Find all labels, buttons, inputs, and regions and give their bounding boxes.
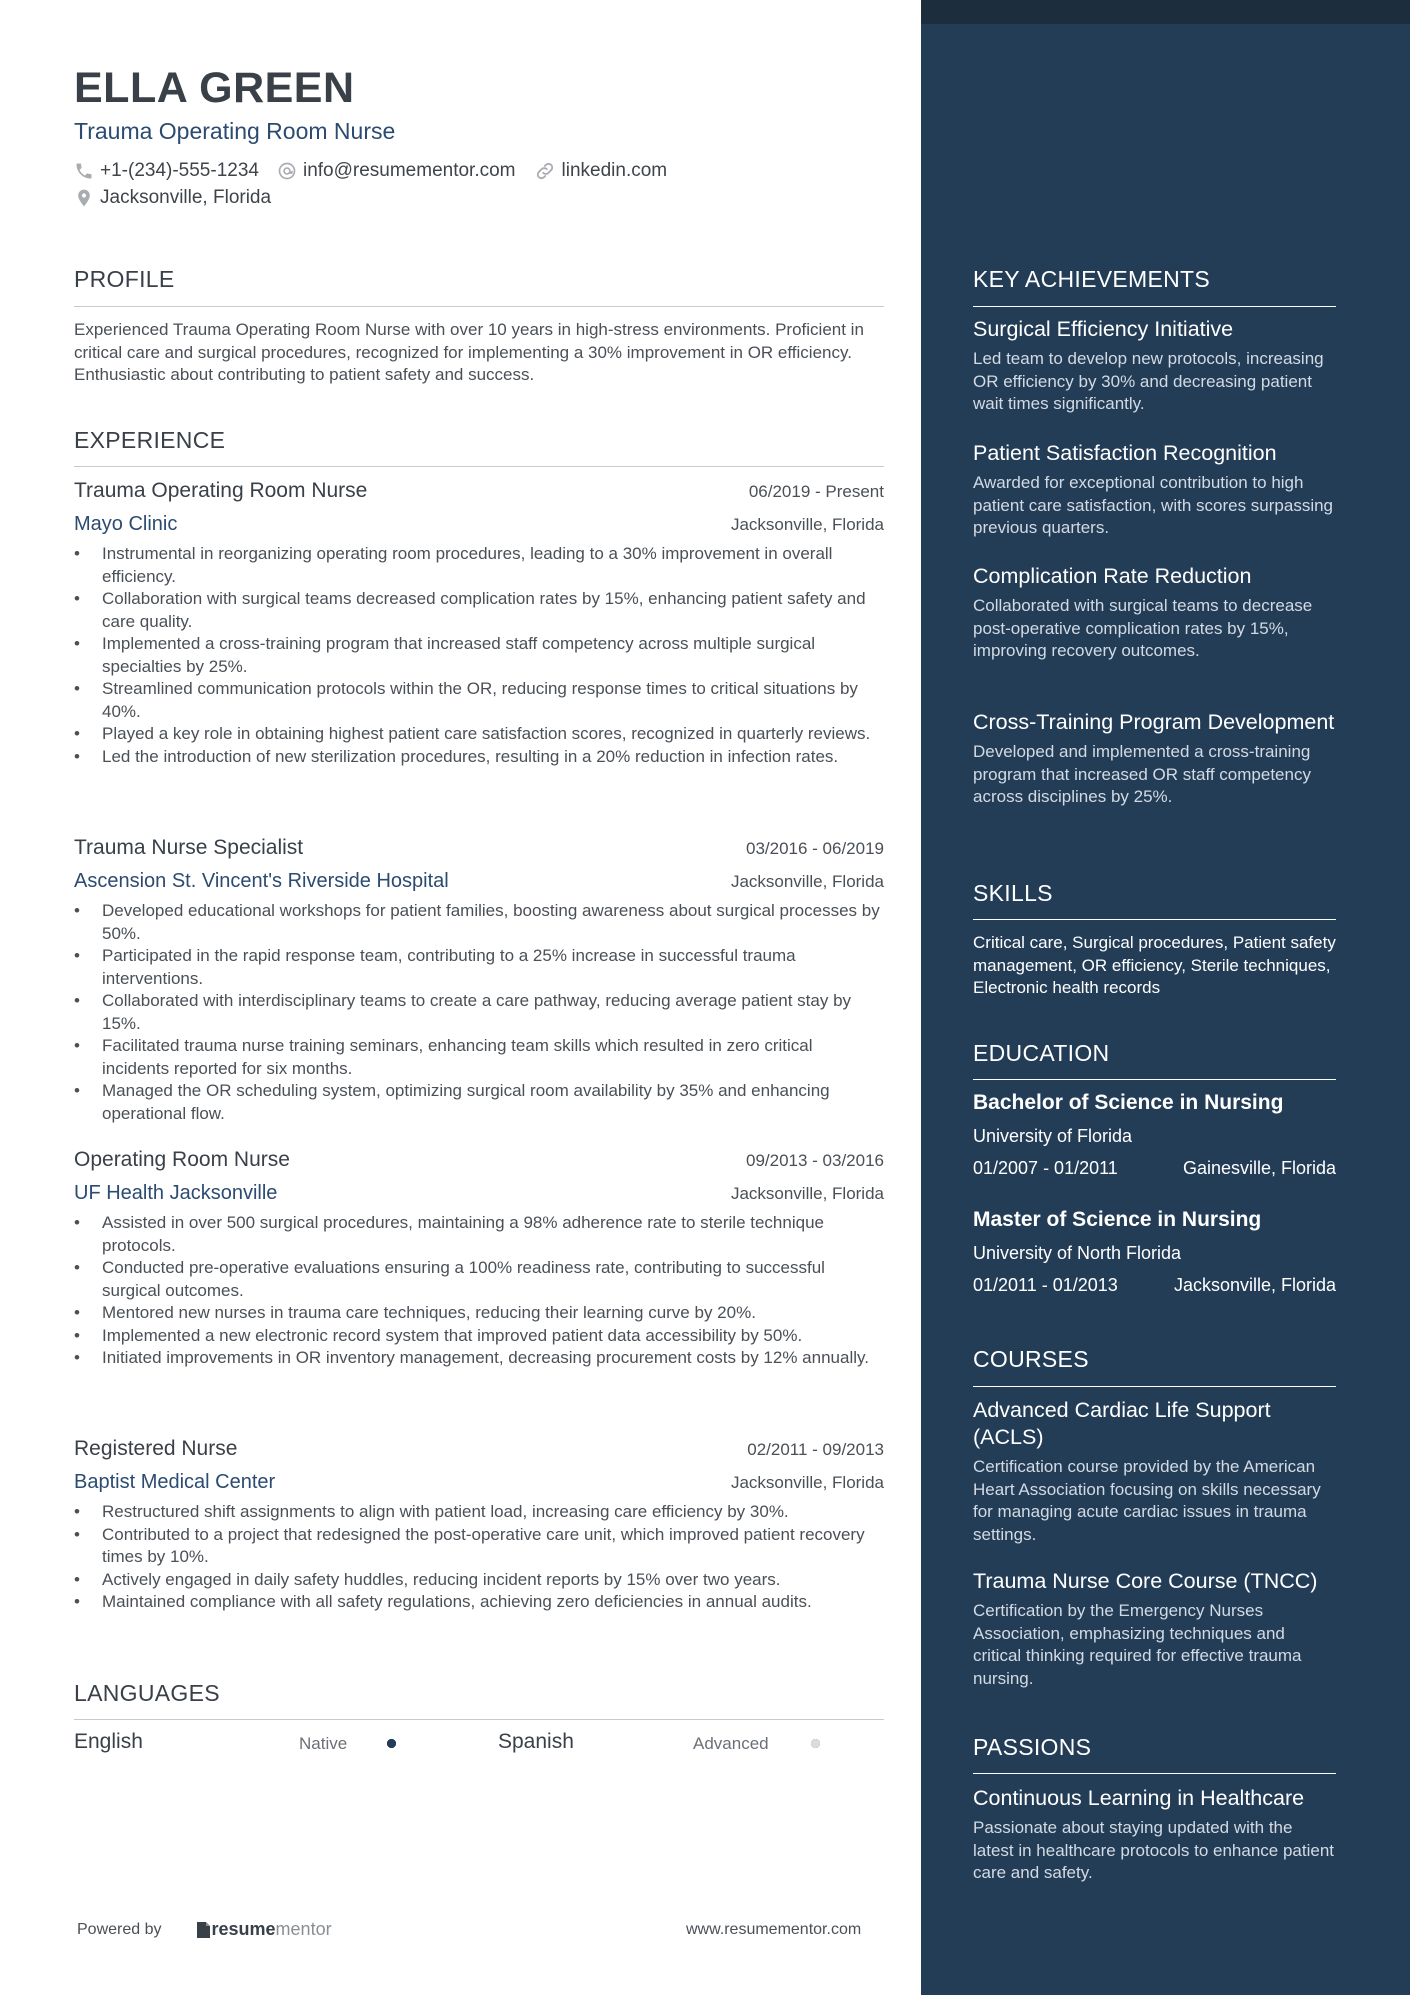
education-degree: Master of Science in Nursing [973,1208,1262,1231]
profile-text: Experienced Trauma Operating Room Nurse with over 10 years in high-stress environments. Proficient in critical care and surgical procedures, recognized for implementing a 30% improvement in OR efficiency. Enthusiastic about contributing to patient safety and success. [74,320,864,384]
achievement-item [973,440,1336,540]
job-bullets [74,1501,884,1614]
job-bullet: • Assisted in over 500 surgical procedures, maintaining a 98% adherence rate to sterile technique protocols. [74,1212,884,1257]
achievement-title: Patient Satisfaction Recognition [973,441,1277,465]
job-company: UF Health Jacksonville [74,1182,278,1204]
brand-bold: resume [211,1919,276,1939]
course-desc: Certification course provided by the American Heart Association focusing on skills necessary for managing acute cardiac issues in trauma settings. [973,1457,1321,1544]
job-entry [74,1148,884,1370]
job-title: Trauma Nurse Specialist [74,836,304,859]
email-text: info@resumementor.com [302,160,516,181]
achievement-desc: Collaborated with surgical teams to decrease post-operative complication rates by 15%, improving recovery outcomes. [973,596,1313,660]
job-bullet: • Mentored new nurses in trauma care techniques, reducing their learning curve by 20%. [74,1302,884,1325]
sidebar-top-band [921,0,1410,24]
job-bullet: • Contributed to a project that redesigned the post-operative care unit, which improved patient recovery times by 10%. [74,1524,884,1569]
language-level: Advanced [693,1734,769,1753]
passion-title: Continuous Learning in Healthcare [973,1786,1305,1810]
location-text: Jacksonville, Florida [100,187,272,208]
education-dates: 01/2007 - 01/2011 [973,1158,1118,1178]
job-bullet: • Restructured shift assignments to align with patient load, increasing care efficiency by 30%. [74,1501,884,1524]
contact-phone [74,160,259,182]
job-dates: 02/2011 - 09/2013 [747,1440,884,1459]
link-icon [534,160,556,182]
education-dates: 01/2011 - 01/2013 [973,1275,1118,1295]
course-title: Advanced Cardiac Life Support (ACLS) [973,1398,1271,1449]
experience-heading: EXPERIENCE [74,427,226,453]
passions-divider [973,1773,1336,1774]
education-item [973,1091,1336,1182]
job-bullet: • Managed the OR scheduling system, optimizing surgical room availability by 35% and enhancing operational flow. [74,1080,884,1125]
job-bullet: • Facilitated trauma nurse training seminars, enhancing team skills which resulted in zero critical incidents reported for six months. [74,1035,884,1080]
job-bullet: • Maintained compliance with all safety regulations, achieving zero deficiencies in annual audits. [74,1591,884,1614]
job-bullet: • Streamlined communication protocols within the OR, reducing response times to critical situations by 40%. [74,678,884,723]
course-item [973,1568,1336,1690]
job-bullet: • Played a key role in obtaining highest patient care satisfaction scores, recognized in quarterly reviews. [74,723,884,746]
education-school: University of Florida [973,1126,1133,1146]
job-location: Jacksonville, Florida [730,515,884,534]
job-bullet: • Conducted pre-operative evaluations ensuring a 100% readiness rate, contributing to successful surgical outcomes. [74,1257,884,1302]
candidate-title: Trauma Operating Room Nurse [74,118,396,144]
job-bullets [74,1212,884,1370]
passions-heading: PASSIONS [973,1734,1092,1760]
achievement-item [973,563,1336,663]
languages-row [74,1730,884,1760]
languages-heading: LANGUAGES [74,1680,220,1706]
job-bullet: • Led the introduction of new sterilization procedures, resulting in a 20% reduction in infection rates. [74,746,884,769]
location-row [74,187,289,209]
language-level: Native [299,1734,348,1753]
footer-website[interactable]: www.resumementor.com [686,1921,862,1938]
education-degree: Bachelor of Science in Nursing [973,1091,1284,1114]
job-title: Trauma Operating Room Nurse [74,479,368,502]
experience-divider [74,466,884,467]
job-bullet: • Actively engaged in daily safety huddles, reducing incident reports by 15% over two years. [74,1569,884,1592]
location-icon [74,188,94,208]
job-bullet: • Initiated improvements in OR inventory management, decreasing procurement costs by 12% annually. [74,1347,884,1370]
sidebar [921,0,1410,1995]
candidate-name: ELLA GREEN [74,64,355,112]
achievements-divider [973,306,1336,307]
job-bullets [74,900,884,1125]
job-bullet: • Collaboration with surgical teams decreased complication rates by 15%, enhancing patient safety and care quality. [74,588,884,633]
education-heading: EDUCATION [973,1040,1110,1066]
job-dates: 03/2016 - 06/2019 [745,839,884,858]
job-bullet: • Participated in the rapid response team, contributing to a 25% increase in successful trauma interventions. [74,945,884,990]
languages-divider [74,1719,884,1720]
job-entry [74,1437,884,1614]
email-icon [277,161,297,181]
job-company: Ascension St. Vincent's Riverside Hospital [74,870,449,892]
education-location: Jacksonville, Florida [1173,1275,1336,1295]
passion-item [973,1785,1336,1885]
job-location: Jacksonville, Florida [730,1473,884,1492]
skills-text: Critical care, Surgical procedures, Patient safety management, OR efficiency, Sterile techniques, Electronic health records [973,933,1336,997]
job-company: Baptist Medical Center [74,1471,276,1493]
job-bullets [74,543,884,768]
contact-linkedin[interactable] [534,160,668,182]
footer-powered [77,1919,332,1940]
achievement-desc: Developed and implemented a cross-training program that increased OR staff competency across disciplines by 25%. [973,742,1311,806]
achievement-desc: Awarded for exceptional contribution to high patient care satisfaction, with scores surpassing previous quarters. [973,473,1334,537]
brand-light: mentor [275,1919,332,1939]
job-entry [74,479,884,768]
achievement-desc: Led team to develop new protocols, increasing OR efficiency by 30% and decreasing patient wait times significantly. [973,349,1324,413]
linkedin-text: linkedin.com [561,160,668,181]
profile-heading: PROFILE [74,266,175,292]
job-title: Operating Room Nurse [74,1148,290,1171]
job-bullet: • Collaborated with interdisciplinary teams to create a care pathway, reducing average patient stay by 15%. [74,990,884,1035]
achievement-title: Complication Rate Reduction [973,564,1252,588]
skills-divider [973,919,1336,920]
skills-heading: SKILLS [973,880,1053,906]
powered-by-label: Powered by [77,1920,162,1938]
resumementor-logo-icon [194,1920,212,1940]
achievement-title: Cross-Training Program Development [973,710,1335,734]
job-company: Mayo Clinic [74,513,178,535]
job-bullet: • Implemented a cross-training program that increased staff competency across multiple surgical specialties by 25%. [74,633,884,678]
education-school: University of North Florida [973,1243,1182,1263]
job-entry [74,836,884,1125]
language-name: Spanish [498,1730,574,1753]
job-bullet: • Developed educational workshops for patient families, boosting awareness about surgical processes by 50%. [74,900,884,945]
profile-divider [74,306,884,307]
passion-desc: Passionate about staying updated with the latest in healthcare protocols to enhance patient care and safety. [973,1818,1335,1882]
phone-text: +1-(234)-555-1234 [100,160,259,181]
course-desc: Certification by the Emergency Nurses Association, emphasizing techniques and critical thinking required for effective trauma nursing. [973,1601,1302,1688]
proficiency-dot-filled [387,1739,396,1748]
phone-icon [74,161,94,181]
contact-row [74,160,685,182]
job-dates: 06/2019 - Present [748,482,884,501]
job-location: Jacksonville, Florida [730,872,884,891]
brand-logo[interactable] [194,1919,332,1940]
contact-email[interactable] [277,160,516,182]
job-location: Jacksonville, Florida [730,1184,884,1203]
education-item [973,1208,1336,1299]
job-title: Registered Nurse [74,1437,238,1460]
language-name: English [74,1730,143,1753]
achievements-heading: KEY ACHIEVEMENTS [973,266,1211,292]
proficiency-dot-empty [811,1739,820,1748]
job-bullet: • Implemented a new electronic record system that improved patient data accessibility by 50%. [74,1325,884,1348]
achievement-item [973,316,1336,416]
contact-location [74,187,271,209]
course-item [973,1397,1336,1546]
achievement-item [973,709,1336,809]
course-title: Trauma Nurse Core Course (TNCC) [973,1569,1318,1593]
courses-divider [973,1386,1336,1387]
job-dates: 09/2013 - 03/2016 [745,1151,884,1170]
achievement-title: Surgical Efficiency Initiative [973,317,1234,341]
courses-heading: COURSES [973,1346,1089,1372]
job-bullet: • Instrumental in reorganizing operating room procedures, leading to a 30% improvement in overall efficiency. [74,543,884,588]
education-divider [973,1079,1336,1080]
education-location: Gainesville, Florida [1182,1158,1336,1178]
